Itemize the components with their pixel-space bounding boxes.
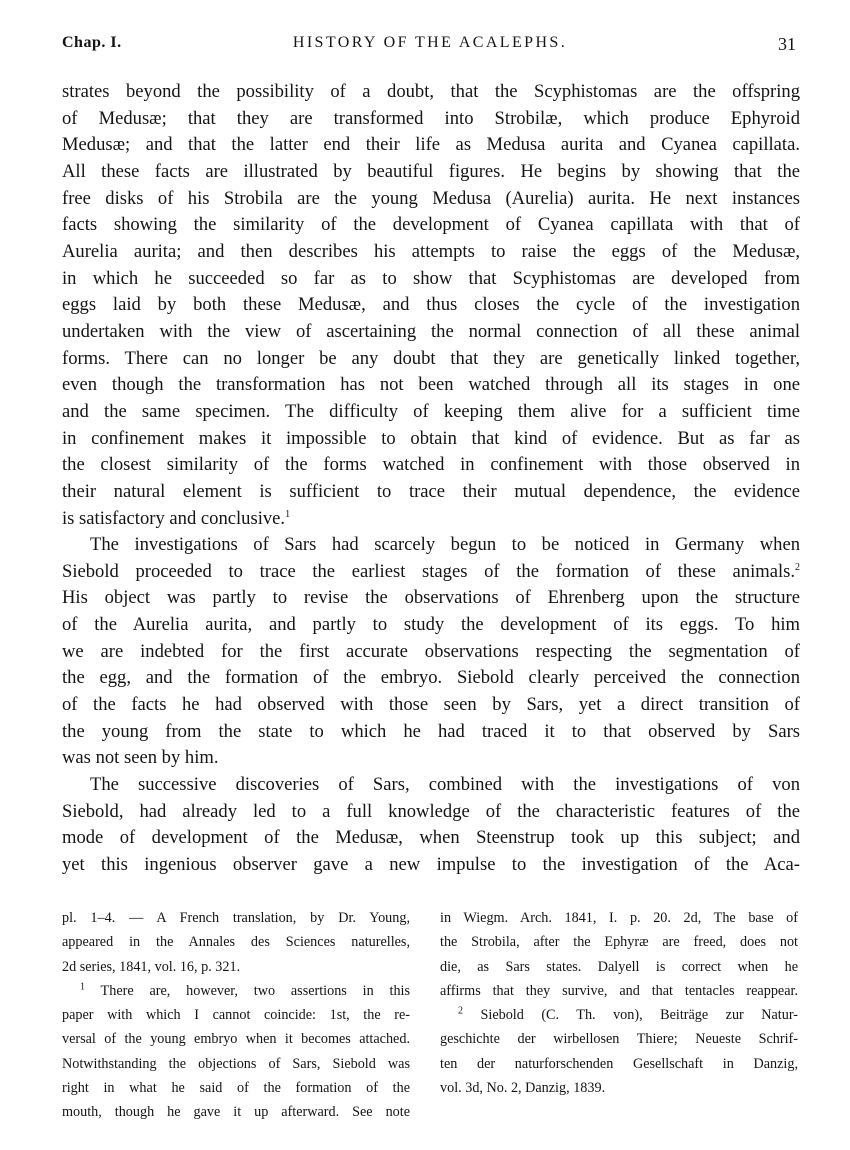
text-line: in which he succeeded so far as to show that Scyphistomas are developed from xyxy=(62,267,800,289)
text-line: their natural element is sufficient to trace their mutual dependence, the evidence xyxy=(62,480,800,502)
footnote-1 xyxy=(62,979,410,1125)
text-line: and the same specimen. The difficulty of keeping them alive for a sufficient time xyxy=(62,400,800,422)
footnote-line: vol. 3d, No. 2, Danzig, 1839. xyxy=(440,1080,606,1097)
text-line: The successive discoveries of Sars, combined with the investigations of von xyxy=(90,774,800,796)
text-line: of Medusæ; that they are transformed into Strobilæ, which produce Ephyroid xyxy=(62,107,800,129)
footnote-line-content: There are, however, two assertions in this xyxy=(85,982,410,999)
text-line: eggs laid by both these Medusæ, and thus closes the cycle of the investigation xyxy=(62,294,800,316)
footnote-line xyxy=(62,979,410,1003)
footnote-1-continuation xyxy=(440,906,798,1003)
footnote-line-content: Siebold (C. Th. von), Beiträge zur Natur- xyxy=(463,1007,798,1024)
footnote-line: mouth, though he gave it up afterward. See note xyxy=(62,1104,410,1121)
footnote-marker: 1 xyxy=(80,981,85,993)
page-number: 31 xyxy=(778,34,796,54)
footnotes-right-column xyxy=(440,906,798,1100)
footnote-marker: 2 xyxy=(458,1005,463,1017)
footnote-continuation xyxy=(62,906,410,979)
paragraph-2 xyxy=(62,532,800,772)
footnote-line xyxy=(440,1003,798,1027)
text-line-content: is satisfactory and conclusive. xyxy=(62,507,286,529)
text-line: strates beyond the possibility of a doubt, that the Scyphistomas are the offspring xyxy=(62,81,800,102)
text-line: the young from the state to which he had traced it to that observed by Sars xyxy=(62,720,800,742)
footnote-marker: 1 xyxy=(285,508,291,520)
footnote-line: right in what he said of the formation of the xyxy=(62,1080,410,1097)
footnote-line: geschichte der wirbellosen Thiere; Neueste Schrif- xyxy=(440,1031,798,1048)
paragraph-1 xyxy=(62,79,800,532)
footnote-line: appeared in the Annales des Sciences naturelles, xyxy=(62,934,410,951)
text-line: yet this ingenious observer gave a new impulse to the investigation of the Aca- xyxy=(62,854,800,876)
footnote-marker: 2 xyxy=(795,561,800,573)
footnote-line: pl. 1–4. — A French translation, by Dr. Young, xyxy=(62,910,410,926)
footnote-line: Notwithstanding the objections of Sars, Siebold was xyxy=(62,1055,410,1072)
chapter-label: Chap. I. xyxy=(62,34,122,51)
text-line: was not seen by him. xyxy=(62,747,219,769)
text-line: even though the transformation has not been watched through all its stages in one xyxy=(62,374,800,396)
text-line: the egg, and the formation of the embryo. Siebold clearly perceived the connection xyxy=(62,667,800,689)
text-line: Medusæ; and that the latter end their life as Medusa aurita and Cyanea capillata. xyxy=(62,134,800,156)
text-line xyxy=(62,506,800,533)
running-header xyxy=(62,34,798,62)
text-line: undertaken with the view of ascertaining the normal connection of all these animal xyxy=(62,320,800,342)
footnote-line: 2d series, 1841, vol. 16, p. 321. xyxy=(62,958,241,975)
text-line: the closest similarity of the forms watched in confinement with those observed in xyxy=(62,454,800,476)
text-line: All these facts are illustrated by beautiful figures. He begins by showing that the xyxy=(62,160,800,182)
text-line: we are indebted for the first accurate observations respecting the segmentation of xyxy=(62,640,800,662)
footnote-line: versal of the young embryo when it becomes attached. xyxy=(62,1031,410,1048)
text-line: Siebold, had already led to a full knowledge of the characteristic features of the xyxy=(62,800,800,822)
text-line: of the facts he had observed with those seen by Sars, yet a direct transition of xyxy=(62,694,800,716)
footnote-line: paper with which I cannot coincide: 1st, the re- xyxy=(62,1007,410,1024)
text-line: free disks of his Strobila are the young Medusa (Aurelia) aurita. He next instances xyxy=(62,187,800,209)
running-title: HISTORY OF THE ACALEPHS. xyxy=(292,34,568,51)
text-line: mode of development of the Medusæ, when Steenstrup took up this subject; and xyxy=(62,827,800,849)
footnote-line: in Wiegm. Arch. 1841, I. p. 20. 2d, The base of xyxy=(440,910,798,926)
text-line: of the Aurelia aurita, and partly to study the development of its eggs. To him xyxy=(62,614,800,636)
footnotes-left-column xyxy=(62,906,410,1125)
paragraph-3 xyxy=(62,772,800,879)
footnote-line: affirms that they survive, and that tentacles reappear. xyxy=(440,982,798,999)
text-line: facts showing the similarity of the development of Cyanea capillata with that of xyxy=(62,214,800,236)
footnote-line: the Strobila, after the Ephyræ are freed, does not xyxy=(440,934,798,951)
footnote-2 xyxy=(440,1003,798,1100)
text-line: His object was partly to revise the observations of Ehrenberg upon the structure xyxy=(62,587,800,609)
text-line: in confinement makes it impossible to obtain that kind of evidence. But as far as xyxy=(62,427,800,449)
main-text xyxy=(62,79,800,879)
text-line: forms. There can no longer be any doubt that they are genetically linked together, xyxy=(62,347,800,369)
footnote-line: die, as Sars states. Dalyell is correct when he xyxy=(440,958,798,975)
footnote-line: ten der naturforschenden Gesellschaft in Danzig, xyxy=(440,1055,798,1072)
text-line: The investigations of Sars had scarcely begun to be noticed in Germany when xyxy=(90,534,800,556)
text-line xyxy=(62,559,800,586)
text-line-content: Siebold proceeded to trace the earliest stages of the formation of these animals. xyxy=(62,560,795,582)
text-line: Aurelia aurita; and then describes his attempts to raise the eggs of the Medusæ, xyxy=(62,240,800,262)
